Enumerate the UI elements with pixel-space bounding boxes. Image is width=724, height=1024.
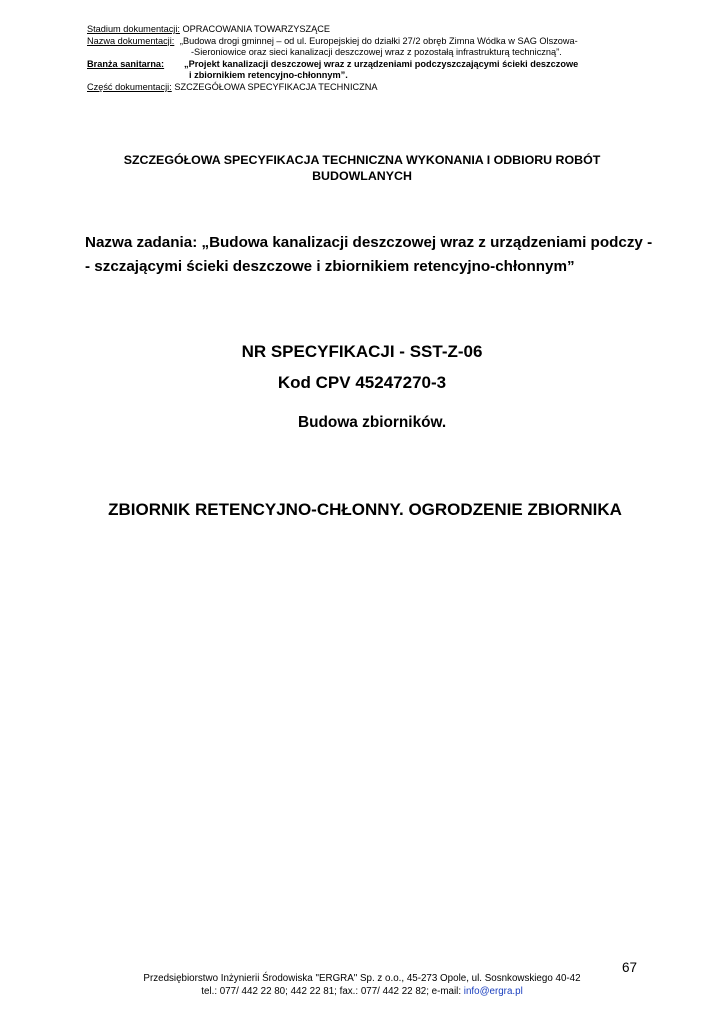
- specification-number: NR SPECYFIKACJI - SST-Z-06: [241, 342, 483, 361]
- nazwa-value-line2: -Sieroniowice oraz sieci kanalizacji deszczowej wraz z pozostałą infrastrukturą techniczną”.: [191, 47, 562, 58]
- header-row-czesc: [87, 82, 647, 94]
- specification-title: [90, 152, 634, 184]
- stadium-label: Stadium dokumentacji:: [87, 24, 180, 34]
- nazwa-value-line1: „Budowa drogi gminnej – od ul. Europejskiej do działki 27/2 obręb Zimna Wódka w SAG Olszowa-: [179, 35, 578, 46]
- stadium-value: OPRACOWANIA TOWARZYSZĄCE: [182, 24, 331, 34]
- document-footer: [120, 973, 604, 998]
- task-name-line2: - szczającymi ścieki deszczowe i zbiornikiem retencyjno-chłonnym”: [85, 258, 575, 275]
- email-link[interactable]: info@ergra.pl: [463, 985, 523, 997]
- specification-title-line1: SZCZEGÓŁOWA SPECYFIKACJA TECHNICZNA WYKONANIA I ODBIORU ROBÓT: [123, 153, 601, 167]
- branza-value-line2: i zbiornikiem retencyjno-chłonnym”.: [189, 70, 348, 81]
- cpv-code: Kod CPV 45247270-3: [277, 373, 447, 392]
- specification-title-line2: BUDOWLANYCH: [312, 169, 412, 183]
- branza-value-line1: „Projekt kanalizacji deszczowej wraz z urządzeniami podczyszczającymi ścieki deszczowe: [184, 58, 579, 69]
- nazwa-label: Nazwa dokumentacji:: [87, 35, 175, 46]
- task-name: [85, 231, 653, 279]
- footer-contact: tel.: 077/ 442 22 80; 442 22 81; fax.: 077/ 442 22 82; e-mail:: [201, 985, 464, 997]
- header-row-nazwa-cont: [87, 47, 647, 59]
- czesc-value: SZCZEGÓŁOWA SPECYFIKACJA TECHNICZNA: [174, 81, 378, 92]
- branza-label: Branża sanitarna:: [87, 58, 165, 69]
- section-title: ZBIORNIK RETENCYJNO-CHŁONNY. OGRODZENIE ZBIORNIKA: [108, 500, 622, 519]
- footer-line2: [120, 986, 604, 999]
- header-row-nazwa: [87, 36, 647, 48]
- header-row-stadium: [87, 24, 647, 36]
- header-row-branza: [87, 59, 647, 71]
- footer-line1: Przedsiębiorstwo Inżynierii Środowiska "ERGRA" Sp. z o.o., 45-273 Opole, ul. Sosnkowskiego 40-42: [143, 973, 581, 984]
- header-row-branza-cont: [87, 70, 647, 82]
- page-number: 67: [622, 960, 638, 975]
- czesc-label: Część dokumentacji:: [87, 81, 172, 92]
- document-header: [87, 24, 647, 94]
- task-name-line1: Nazwa zadania: „Budowa kanalizacji deszczowej wraz z urządzeniami podczy -: [85, 234, 653, 251]
- section-subtitle: Budowa zbiorników.: [298, 414, 447, 431]
